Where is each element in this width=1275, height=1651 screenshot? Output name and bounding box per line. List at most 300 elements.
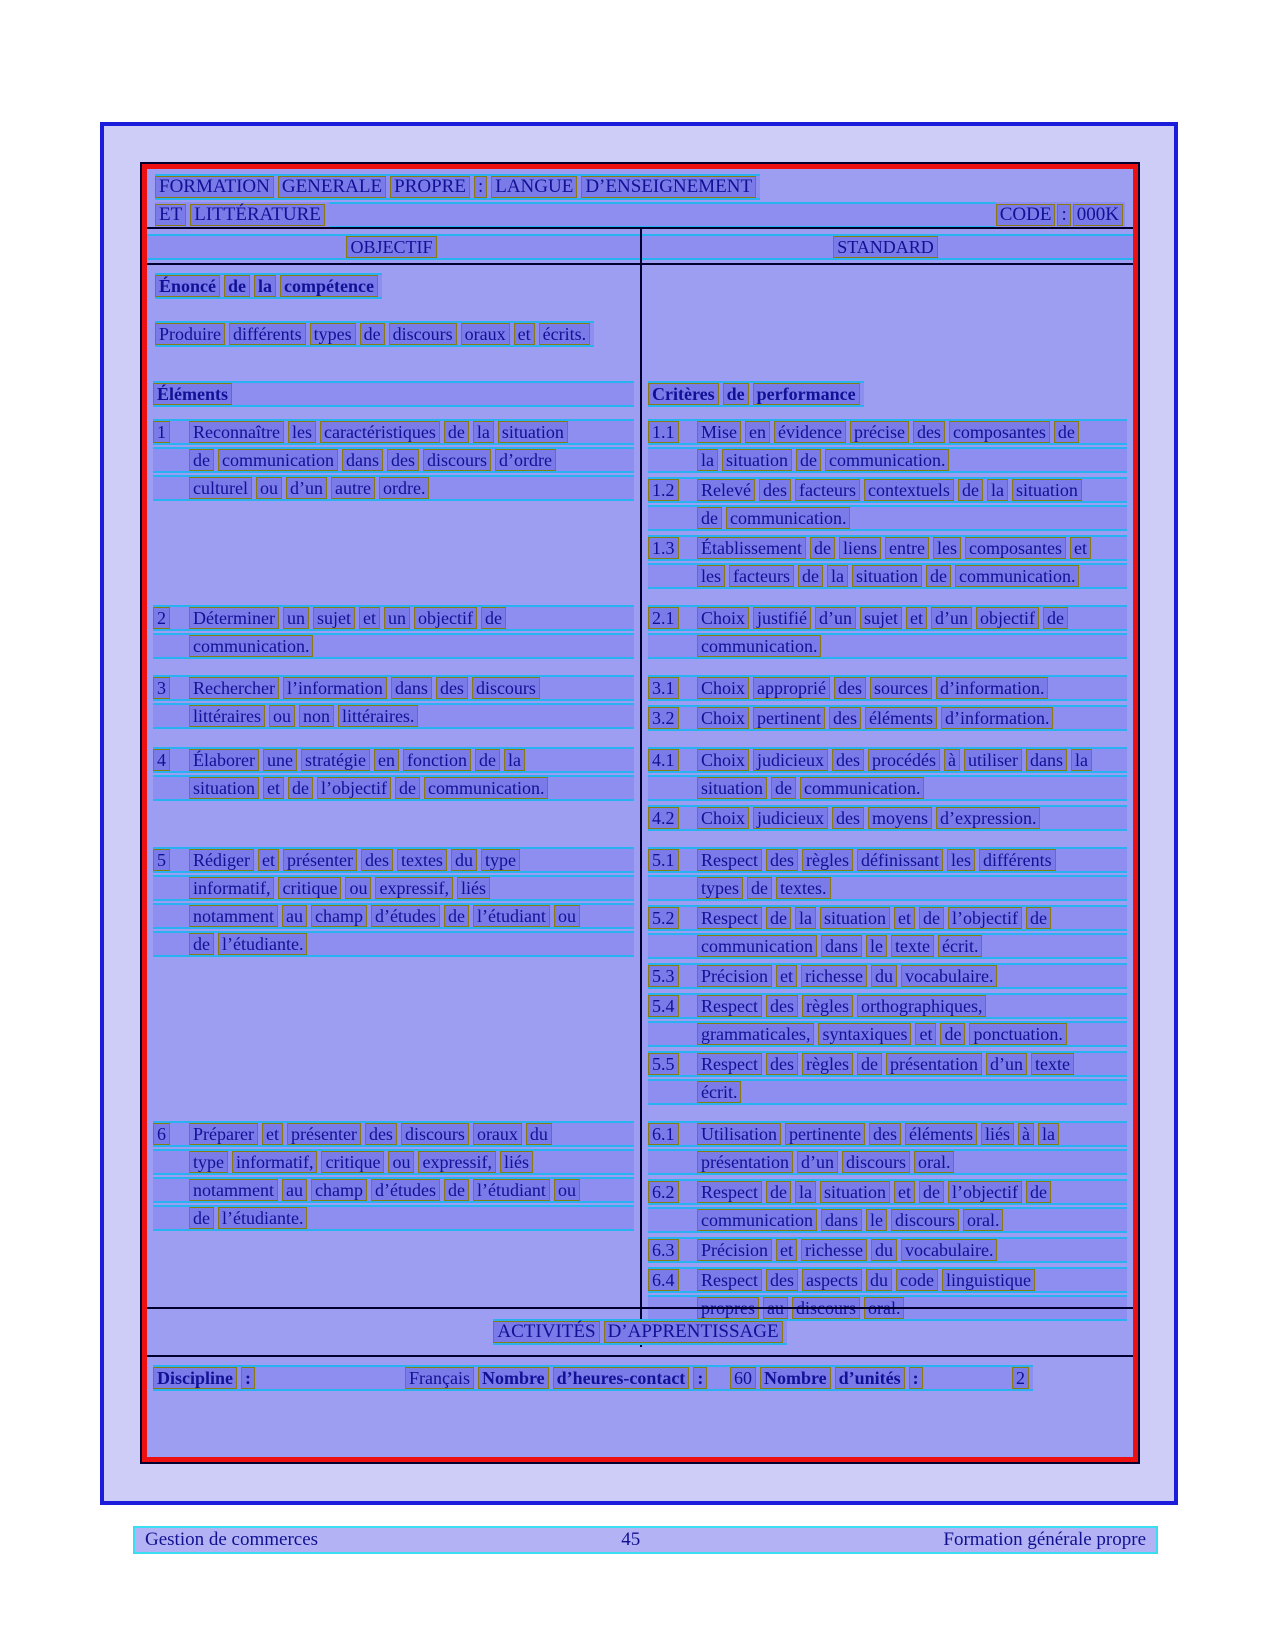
- ocr-word: 6.1: [648, 1123, 679, 1145]
- ocr-word: oraux: [473, 1123, 522, 1145]
- ocr-word: 5: [153, 849, 170, 871]
- info-label: [760, 1367, 1012, 1389]
- ocr-word: FORMATION: [155, 176, 274, 198]
- ocr-word: aspects: [802, 1269, 862, 1291]
- ocr-word: type: [189, 1151, 228, 1173]
- ocr-word: judicieux: [753, 749, 828, 771]
- ocr-word: la: [697, 449, 718, 471]
- criterion-item: [648, 805, 1127, 831]
- ocr-word: du: [526, 1123, 552, 1145]
- ocr-word: ET: [155, 204, 186, 226]
- ocr-word: de: [1043, 607, 1068, 629]
- ocr-line: [648, 675, 1127, 701]
- ocr-line: [648, 563, 1127, 589]
- ocr-word: :: [1057, 204, 1070, 226]
- ocr-word: 6.3: [648, 1239, 679, 1261]
- ocr-word: littéraires: [189, 705, 265, 727]
- ocr-line: [153, 703, 634, 729]
- ocr-word: 3.1: [648, 677, 679, 699]
- element-item: [153, 747, 634, 801]
- item-number-gutter: [153, 849, 189, 871]
- ocr-line: [648, 905, 1127, 931]
- ocr-word: communication: [697, 1209, 817, 1231]
- ocr-word: propres: [697, 1297, 759, 1319]
- ocr-word: ou: [256, 477, 282, 499]
- ocr-word: de: [747, 877, 772, 899]
- ocr-word: composantes: [965, 537, 1066, 559]
- objectif-cell: [147, 745, 640, 845]
- ocr-word: Respect: [697, 1181, 762, 1203]
- ocr-word: vocabulaire.: [901, 965, 997, 987]
- ocr-line: [153, 605, 634, 631]
- ocr-word: Rechercher: [189, 677, 279, 699]
- ocr-word: Choix: [697, 749, 749, 771]
- ocr-line: [648, 1021, 1127, 1047]
- ocr-word: présenter: [287, 1123, 361, 1145]
- ocr-word: situation: [722, 449, 792, 471]
- ocr-word: situation: [189, 777, 259, 799]
- ocr-word: situation: [498, 421, 568, 443]
- item-number-gutter: [648, 421, 697, 443]
- ocr-word: et: [514, 323, 535, 345]
- ocr-word: 000K: [1073, 204, 1123, 226]
- ocr-word: 2.1: [648, 607, 679, 629]
- ocr-word: Français: [405, 1367, 474, 1389]
- ocr-line: [648, 805, 1127, 831]
- ocr-word: GENERALE: [278, 176, 386, 198]
- ocr-word: en: [374, 749, 399, 771]
- ocr-word: D’APPRENTISSAGE: [604, 1321, 783, 1343]
- ocr-word: en: [745, 421, 770, 443]
- column-header-objectif: [147, 229, 640, 263]
- ocr-word: PROPRE: [390, 176, 470, 198]
- ocr-word: l’étudiant: [473, 905, 550, 927]
- ocr-word: présentation: [886, 1053, 982, 1075]
- item-number-gutter: [648, 1123, 697, 1145]
- ocr-word: justifié: [753, 607, 811, 629]
- ocr-word: évidence: [774, 421, 846, 443]
- ocr-line: [648, 875, 1127, 901]
- ocr-line: [153, 903, 634, 929]
- ocr-line: [153, 847, 634, 873]
- ocr-word: utiliser: [964, 749, 1022, 771]
- objectif-cell: [147, 673, 640, 745]
- ocr-word: la: [795, 1181, 816, 1203]
- ocr-line: [648, 447, 1127, 473]
- ocr-word: et: [776, 965, 797, 987]
- info-section: [147, 1357, 1133, 1457]
- ocr-word: types: [697, 877, 743, 899]
- enonce-text: [155, 321, 594, 347]
- ocr-word: d’unités: [835, 1367, 905, 1389]
- element-item: [153, 847, 634, 957]
- ocr-word: syntaxiques: [818, 1023, 911, 1045]
- ocr-word: du: [451, 849, 477, 871]
- ocr-word: LITTÉRATURE: [190, 204, 325, 226]
- info-label: [478, 1367, 730, 1389]
- ocr-word: ou: [554, 905, 580, 927]
- item-number-gutter: [153, 749, 189, 771]
- ocr-word: Respect: [697, 849, 762, 871]
- ocr-line: [153, 419, 634, 445]
- ocr-word: types: [310, 323, 356, 345]
- item-number-gutter: [153, 607, 189, 629]
- ocr-line: [153, 931, 634, 957]
- ocr-word: situation: [1012, 479, 1082, 501]
- ocr-word: 3.2: [648, 707, 679, 729]
- item-number-gutter: [153, 421, 189, 443]
- item-number-gutter: [648, 677, 697, 699]
- element-item: [153, 419, 634, 501]
- elements-heading-cell: [147, 377, 640, 417]
- ocr-word: composantes: [949, 421, 1050, 443]
- ocr-word: de: [444, 421, 469, 443]
- ocr-word: Choix: [697, 807, 749, 829]
- ocr-word: la: [254, 275, 276, 297]
- ocr-line: [153, 1205, 634, 1231]
- ocr-word: d’heures-contact: [553, 1367, 690, 1389]
- ocr-word: dans: [821, 935, 862, 957]
- ocr-word: objectif: [414, 607, 477, 629]
- ocr-word: Élaborer: [189, 749, 259, 771]
- ocr-word: et: [262, 1123, 283, 1145]
- ocr-word: Rédiger: [189, 849, 254, 871]
- item-number-gutter: [648, 707, 697, 729]
- ocr-word: de: [697, 507, 722, 529]
- ocr-word: règles: [802, 1053, 853, 1075]
- ocr-word: 1.3: [648, 537, 679, 559]
- ocr-line: [648, 993, 1127, 1019]
- ocr-word: 6.4: [648, 1269, 679, 1291]
- ocr-line: [648, 963, 1127, 989]
- ocr-word: de: [857, 1053, 882, 1075]
- ocr-word: de: [919, 1181, 944, 1203]
- ocr-word: les: [933, 537, 961, 559]
- ocr-word: ou: [345, 877, 371, 899]
- ocr-word: D’ENSEIGNEMENT: [581, 176, 756, 198]
- ocr-word: vocabulaire.: [901, 1239, 997, 1261]
- ocr-word: de: [810, 537, 835, 559]
- ocr-word: d’un: [797, 1151, 838, 1173]
- ocr-word: et: [915, 1023, 936, 1045]
- ocr-word: de: [189, 933, 214, 955]
- ocr-word: communication.: [424, 777, 548, 799]
- ocr-word: moyens: [868, 807, 932, 829]
- ocr-word: des: [361, 849, 393, 871]
- ocr-word: STANDARD: [833, 236, 938, 258]
- item-number-gutter: [648, 1269, 697, 1291]
- ocr-word: au: [282, 905, 307, 927]
- ocr-word: règles: [802, 995, 853, 1017]
- ocr-word: discours: [891, 1209, 959, 1231]
- ocr-word: liés: [500, 1151, 533, 1173]
- item-number-gutter: [648, 749, 697, 771]
- ocr-word: discours: [401, 1123, 469, 1145]
- ocr-word: la: [1071, 749, 1092, 771]
- enonce-cell: [147, 265, 640, 377]
- item-number-gutter: [648, 537, 697, 559]
- ocr-word: de: [360, 323, 385, 345]
- criterion-item: [648, 419, 1127, 473]
- criterion-item: [648, 605, 1127, 659]
- footer-page-number: 45: [621, 1529, 641, 1550]
- ocr-word: de: [723, 383, 749, 405]
- ocr-word: 5.1: [648, 849, 679, 871]
- element-item: [153, 605, 634, 659]
- ocr-word: de: [475, 749, 500, 771]
- ocr-word: OBJECTIF: [346, 236, 436, 258]
- criterion-item: [648, 963, 1127, 989]
- activities-title: [493, 1319, 786, 1345]
- ocr-word: de: [224, 275, 250, 297]
- ocr-word: et: [776, 1239, 797, 1261]
- criterion-item: [648, 1051, 1127, 1105]
- ocr-word: code: [896, 1269, 938, 1291]
- ocr-word: l’étudiant: [473, 1179, 550, 1201]
- objectif-cell: [147, 845, 640, 1119]
- ocr-word: type: [481, 849, 520, 871]
- item-number-gutter: [648, 849, 697, 871]
- ocr-line: [153, 633, 634, 659]
- ocr-word: la: [795, 907, 816, 929]
- ocr-word: autre: [331, 477, 375, 499]
- ocr-word: :: [474, 176, 487, 198]
- ocr-word: l’objectif: [948, 907, 1022, 929]
- ocr-word: d’ordre: [495, 449, 556, 471]
- ocr-word: caractéristiques: [320, 421, 440, 443]
- activities-row: [147, 1307, 1133, 1357]
- ocr-word: différents: [229, 323, 306, 345]
- enonce-cell-right-empty: [640, 265, 1133, 377]
- ocr-word: discours: [792, 1297, 860, 1319]
- item-number-gutter: [648, 965, 697, 987]
- ocr-word: LANGUE: [491, 176, 577, 198]
- ocr-word: Respect: [697, 1269, 762, 1291]
- ocr-word: compétence: [280, 275, 378, 297]
- ocr-word: règles: [802, 849, 853, 871]
- ocr-word: Précision: [697, 1239, 772, 1261]
- ocr-word: et: [1070, 537, 1091, 559]
- ocr-word: sources: [870, 677, 932, 699]
- ocr-word: critique: [321, 1151, 384, 1173]
- ocr-word: entre: [885, 537, 929, 559]
- column-header-row: [147, 227, 1133, 265]
- ocr-word: écrit.: [938, 935, 982, 957]
- ocr-word: CODE: [996, 204, 1056, 226]
- ocr-word: à: [944, 749, 960, 771]
- ocr-word: communication: [218, 449, 338, 471]
- criterion-item: [648, 747, 1127, 801]
- standard-cell: [640, 1119, 1133, 1335]
- ocr-word: :: [241, 1367, 255, 1389]
- criterion-item: [648, 705, 1127, 731]
- ocr-word: Utilisation: [697, 1123, 781, 1145]
- ocr-line: [648, 1267, 1127, 1293]
- ocr-word: culturel: [189, 477, 252, 499]
- title-line-2: [155, 202, 1125, 228]
- ocr-word: d’information.: [936, 677, 1048, 699]
- ocr-word: 5.2: [648, 907, 679, 929]
- ocr-word: de: [189, 1207, 214, 1229]
- footer-program: Gestion de commerces: [145, 1529, 319, 1550]
- ocr-word: de: [798, 565, 823, 587]
- ocr-word: grammaticales,: [697, 1023, 814, 1045]
- ocr-word: de: [1026, 1181, 1051, 1203]
- ocr-word: stratégie: [301, 749, 370, 771]
- ocr-word: les: [288, 421, 316, 443]
- ocr-word: des: [832, 807, 864, 829]
- ocr-word: la: [827, 565, 848, 587]
- ocr-word: Précision: [697, 965, 772, 987]
- ocr-word: la: [473, 421, 494, 443]
- column-header-standard: [640, 229, 1133, 263]
- ocr-word: l’étudiante.: [218, 1207, 307, 1229]
- ocr-word: expressif,: [375, 877, 452, 899]
- ocr-word: critique: [278, 877, 341, 899]
- ocr-word: oral.: [963, 1209, 1003, 1231]
- ocr-word: au: [763, 1297, 788, 1319]
- ocr-word: expressif,: [418, 1151, 495, 1173]
- ocr-word: discours: [472, 677, 540, 699]
- ocr-word: fonction: [403, 749, 471, 771]
- ocr-line: [648, 477, 1127, 503]
- ocr-word: linguistique: [942, 1269, 1035, 1291]
- ocr-word: une: [263, 749, 297, 771]
- ocr-word: discours: [389, 323, 457, 345]
- ocr-line: [648, 605, 1127, 631]
- ocr-word: des: [436, 677, 468, 699]
- ocr-word: communication.: [955, 565, 1079, 587]
- objectif-cell: [147, 1119, 640, 1335]
- criteres-heading: [648, 381, 864, 407]
- ocr-word: pertinente: [785, 1123, 865, 1145]
- ocr-line: [153, 475, 634, 501]
- ocr-line: [153, 875, 634, 901]
- ocr-word: approprié: [753, 677, 830, 699]
- criterion-item: [648, 535, 1127, 589]
- ocr-line: [648, 933, 1127, 959]
- ocr-word: et: [263, 777, 284, 799]
- ocr-word: l’étudiante.: [218, 933, 307, 955]
- ocr-word: un: [283, 607, 309, 629]
- ocr-word: présentation: [697, 1151, 793, 1173]
- ocr-word: Nombre: [760, 1367, 831, 1389]
- ocr-word: au: [282, 1179, 307, 1201]
- ocr-word: les: [697, 565, 725, 587]
- ocr-word: des: [832, 749, 864, 771]
- ocr-word: Reconnaître: [189, 421, 284, 443]
- ocr-line: [153, 1177, 634, 1203]
- ocr-word: 6.2: [648, 1181, 679, 1203]
- ocr-word: le: [866, 935, 887, 957]
- ocr-word: de: [940, 1023, 965, 1045]
- ocr-word: situation: [852, 565, 922, 587]
- ocr-line: [648, 705, 1127, 731]
- ocr-word: ou: [388, 1151, 414, 1173]
- ocr-word: présenter: [283, 849, 357, 871]
- ocr-word: :: [909, 1367, 923, 1389]
- criterion-item: [648, 675, 1127, 701]
- ocr-word: :: [693, 1367, 707, 1389]
- ocr-word: de: [444, 1179, 469, 1201]
- ocr-word: contextuels: [864, 479, 954, 501]
- ocr-word: de: [444, 905, 469, 927]
- ocr-word: 4.1: [648, 749, 679, 771]
- ocr-word: oral.: [914, 1151, 954, 1173]
- ocr-word: Choix: [697, 707, 749, 729]
- ocr-word: du: [871, 965, 897, 987]
- ocr-word: d’études: [371, 1179, 440, 1201]
- ocr-word: la: [1038, 1123, 1059, 1145]
- item-number-gutter: [648, 1181, 697, 1203]
- ocr-word: notamment: [189, 905, 278, 927]
- ocr-word: de: [771, 777, 796, 799]
- ocr-word: la: [987, 479, 1008, 501]
- ocr-word: informatif,: [232, 1151, 317, 1173]
- ocr-word: informatif,: [189, 877, 274, 899]
- enonce-heading: [155, 273, 382, 299]
- criterion-item: [648, 1179, 1127, 1233]
- ocr-word: dans: [342, 449, 383, 471]
- ocr-word: 3: [153, 677, 170, 699]
- ocr-line: [648, 1237, 1127, 1263]
- item-number-gutter: [648, 1239, 697, 1261]
- table-red-border: [142, 164, 1138, 1462]
- ocr-word: textes: [397, 849, 447, 871]
- item-number-gutter: [648, 907, 697, 929]
- ocr-word: richesse: [801, 1239, 867, 1261]
- info-value: [1012, 1367, 1033, 1389]
- title-line-2-text: [155, 202, 329, 228]
- info-row: [153, 1365, 478, 1391]
- ocr-word: discours: [842, 1151, 910, 1173]
- ocr-line: [648, 535, 1127, 561]
- item-number-gutter: [648, 1053, 697, 1075]
- standard-cell: [640, 417, 1133, 603]
- title-line-1: [155, 174, 760, 200]
- ocr-word: liens: [839, 537, 881, 559]
- ocr-word: des: [766, 1269, 798, 1291]
- standard-cell: [640, 845, 1133, 1119]
- info-row: [478, 1365, 760, 1391]
- ocr-word: liés: [981, 1123, 1014, 1145]
- ocr-word: Déterminer: [189, 607, 279, 629]
- ocr-word: facteurs: [795, 479, 860, 501]
- ocr-line: [648, 419, 1127, 445]
- criterion-item: [648, 477, 1127, 531]
- ocr-word: situation: [820, 1181, 890, 1203]
- item-number-gutter: [153, 1123, 189, 1145]
- ocr-word: communication.: [825, 449, 949, 471]
- content-panel: [100, 122, 1178, 1505]
- ocr-word: de: [919, 907, 944, 929]
- ocr-line: [648, 1207, 1127, 1233]
- ocr-word: Respect: [697, 1053, 762, 1075]
- ocr-word: éléments: [865, 707, 937, 729]
- ocr-word: Choix: [697, 677, 749, 699]
- info-label: [153, 1367, 405, 1389]
- code-label: [996, 202, 1125, 228]
- criteres-heading-cell: [640, 377, 1133, 417]
- ocr-word: du: [866, 1269, 892, 1291]
- ocr-word: richesse: [801, 965, 867, 987]
- ocr-line: [648, 633, 1127, 659]
- standard-cell: [640, 673, 1133, 745]
- ocr-word: communication.: [189, 635, 313, 657]
- ocr-word: l’information: [283, 677, 387, 699]
- ocr-word: judicieux: [753, 807, 828, 829]
- item-number-gutter: [153, 677, 189, 699]
